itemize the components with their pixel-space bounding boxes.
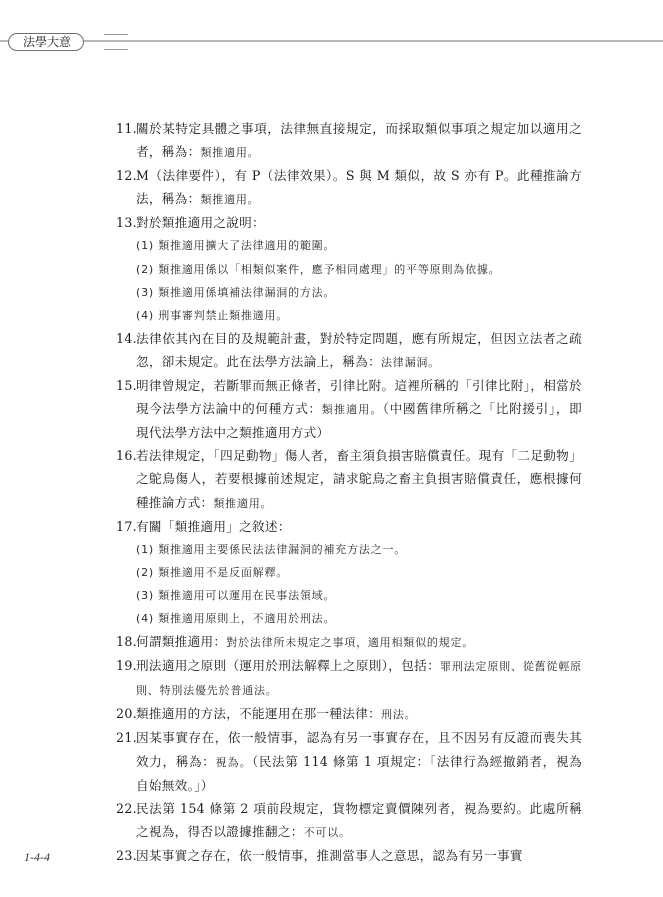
item-text: 法律依其內在目的及規範計畫，對於特定問題，應有所規定，但因立法者之疏忽，卻未規定。此在法學方法論上，稱為： <box>136 330 582 369</box>
header-tab-decoration <box>104 34 128 50</box>
list-item <box>116 117 582 164</box>
item-number: 15. <box>116 378 137 394</box>
item-answer: 類推適用。 <box>200 193 260 207</box>
chapter-header-tab: 法學大意 <box>8 33 84 51</box>
item-number: 19. <box>116 658 137 674</box>
item-number: 20. <box>116 706 137 722</box>
item-text: 類推適用的方法，不能運用在那一種法律： <box>136 706 381 722</box>
item-text: 對於類推適用之說明： <box>136 215 265 231</box>
sub-item: (1) 類推適用擴大了法律適用的範圍。 <box>136 239 336 253</box>
list-item <box>116 327 582 374</box>
item-note: （民法第 114 條第 1 項規定：「法律行為經撤銷者，視為自始無效。」） <box>136 753 582 793</box>
item-text: 若法律規定，「四足動物」傷人者，畜主須負損害賠償責任。現有「二足動物」之鴕鳥傷人，若要根據前述規定，請求鴕鳥之畜主負損害賠償責任，應根據何種推論方式： <box>136 448 582 510</box>
list-item <box>116 797 582 844</box>
item-number: 21. <box>116 730 137 746</box>
item-text: 因某事實之存在，依一般情事，推測當事人之意思，認為有另一事實 <box>136 847 523 863</box>
list-item <box>116 702 582 726</box>
sub-item: (1) 類推適用主要係民法法律漏洞的補充方法之一。 <box>136 542 407 556</box>
list-item <box>116 211 582 234</box>
item-note: （中國舊律所稱之「比附援引」，即現代法學方法中之類推適用方式） <box>136 401 583 441</box>
item-number: 22. <box>116 800 137 816</box>
item-answer: 視為。 <box>215 755 252 769</box>
sub-item: (3) 類推適用係填補法律漏洞的方法。 <box>136 285 336 299</box>
item-answer: 法律漏洞。 <box>380 355 440 369</box>
item-answer: 對於法律所未規定之事項，適用相類似的規定。 <box>226 636 475 650</box>
item-number: 16. <box>116 448 137 464</box>
item-number: 14. <box>116 330 137 346</box>
sub-item: (2) 類推適用不是反面解釋。 <box>136 565 289 579</box>
item-text: 民法第 154 條第 2 項前段規定，貨物標定賣價陳列者，視為要約。此處所稱之視為，得否以證據推翻之： <box>136 800 582 839</box>
item-number: 17. <box>116 518 137 534</box>
list-item <box>116 726 582 796</box>
item-text: 何謂類推適用： <box>136 634 227 650</box>
list-item <box>116 374 582 444</box>
item-number: 18. <box>116 634 137 650</box>
item-text: M（法律要件），有 P（法律效果）。S 與 M 類似，故 S 亦有 P。此種推論方法，稱為： <box>136 168 582 207</box>
item-number: 11. <box>116 121 137 136</box>
item-answer: 罪刑法定原則、從舊從輕原則、特別法優先於普通法。 <box>136 660 582 698</box>
sub-item: (4) 刑事審判禁止類推適用。 <box>136 308 289 322</box>
item-number: 12. <box>116 168 137 184</box>
item-answer: 類推適用。 <box>321 403 383 417</box>
item-answer: 刑法。 <box>380 708 417 722</box>
list-item <box>116 844 582 867</box>
item-number: 13. <box>116 215 137 231</box>
list-item <box>116 654 582 702</box>
sub-item: (3) 類推適用可以運用在民事法領域。 <box>136 588 336 602</box>
sub-item: (4) 類推適用原則上，不適用於刑法。 <box>136 611 336 625</box>
item-number: 23. <box>116 847 137 863</box>
item-text: 因某事實存在，依一般情事，認為有另一事實存在，且不因另有反證而喪失其效力，稱為： <box>136 730 582 769</box>
list-item <box>116 515 582 538</box>
page-number: 1-4-4 <box>24 850 50 864</box>
list-item <box>116 444 582 514</box>
header-rule <box>0 40 663 42</box>
item-text: 明律曾規定，若斷罪而無正條者，引律比附。這裡所稱的「引律比附」，相當於現今法學方法論中的何種方式： <box>136 378 582 417</box>
question-list <box>116 117 582 867</box>
item-text: 有關「類推適用」之敘述： <box>136 518 291 534</box>
list-item <box>116 164 582 211</box>
item-answer: 不可以。 <box>303 825 351 839</box>
list-item <box>116 630 582 654</box>
item-answer: 類推適用。 <box>200 146 260 160</box>
item-answer: 類推適用。 <box>213 496 273 510</box>
sub-item: (2) 類推適用係以「相類似案件，應予相同處理」的平等原則為依據。 <box>136 262 501 276</box>
item-text: 刑法適用之原則（運用於刑法解釋上之原則），包括： <box>136 658 440 674</box>
item-text: 關於某特定具體之事項，法律無直接規定，而採取類似事項之規定加以適用之者，稱為： <box>136 121 582 160</box>
